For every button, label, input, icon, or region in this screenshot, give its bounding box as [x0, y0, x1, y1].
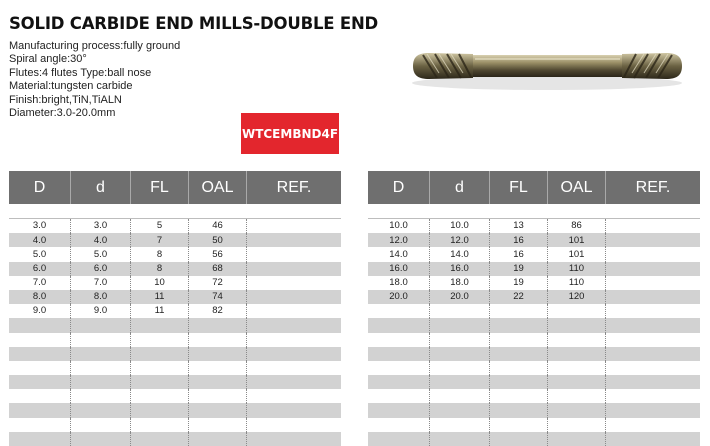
cell-ref — [606, 361, 700, 375]
dimension-table-right — [368, 171, 700, 446]
cell-d-upper — [9, 389, 71, 403]
cell-d-lower: 20.0 — [430, 290, 490, 304]
cell-d-lower — [71, 432, 131, 446]
table-row — [9, 276, 341, 290]
table-row — [9, 318, 341, 332]
cell-ref — [247, 418, 341, 432]
cell-d-lower: 10.0 — [430, 219, 490, 233]
cell-ref — [606, 403, 700, 417]
cell-fl — [131, 375, 189, 389]
cell-oal — [189, 347, 247, 361]
cell-d-upper — [368, 432, 430, 446]
cell-ref — [606, 304, 700, 318]
cell-oal — [548, 389, 606, 403]
cell-fl: 11 — [131, 304, 189, 318]
table-row — [9, 375, 341, 389]
cell-ref — [247, 318, 341, 332]
cell-ref — [247, 276, 341, 290]
cell-d-lower — [430, 318, 490, 332]
cell-d-upper — [368, 389, 430, 403]
cell-oal — [189, 432, 247, 446]
cell-d-lower — [430, 418, 490, 432]
cell-d-upper: 10.0 — [368, 219, 430, 233]
table-body — [9, 218, 341, 446]
cell-ref — [247, 333, 341, 347]
cell-fl: 16 — [490, 247, 548, 261]
cell-d-lower — [71, 333, 131, 347]
cell-d-upper — [368, 318, 430, 332]
cell-oal — [548, 318, 606, 332]
cell-oal: 110 — [548, 276, 606, 290]
cell-d-lower: 7.0 — [71, 276, 131, 290]
table-row — [9, 233, 341, 247]
header-fl: FL — [131, 171, 189, 204]
cell-d-upper: 4.0 — [9, 233, 71, 247]
cell-oal — [548, 432, 606, 446]
cell-d-upper: 8.0 — [9, 290, 71, 304]
cell-oal — [189, 403, 247, 417]
header-oal: OAL — [189, 171, 247, 204]
spec-spiral-angle: Spiral angle:30° — [9, 53, 87, 66]
cell-fl — [131, 432, 189, 446]
cell-d-lower — [430, 375, 490, 389]
cell-ref — [606, 262, 700, 276]
cell-fl — [490, 304, 548, 318]
cell-oal — [548, 333, 606, 347]
cell-d-lower — [71, 375, 131, 389]
cell-oal: 72 — [189, 276, 247, 290]
cell-oal — [548, 361, 606, 375]
cell-ref — [247, 361, 341, 375]
cell-d-upper: 16.0 — [368, 262, 430, 276]
cell-oal — [548, 347, 606, 361]
cell-ref — [247, 389, 341, 403]
cell-d-upper: 18.0 — [368, 276, 430, 290]
table-row — [9, 389, 341, 403]
table-row — [9, 219, 341, 233]
cell-fl — [490, 347, 548, 361]
cell-fl: 8 — [131, 262, 189, 276]
cell-d-upper — [9, 347, 71, 361]
cell-fl: 7 — [131, 233, 189, 247]
table-row — [368, 219, 700, 233]
cell-d-lower: 12.0 — [430, 233, 490, 247]
cell-oal — [548, 403, 606, 417]
cell-d-upper — [368, 361, 430, 375]
cell-oal: 46 — [189, 219, 247, 233]
cell-ref — [606, 290, 700, 304]
table-row — [9, 418, 341, 432]
cell-d-lower: 4.0 — [71, 233, 131, 247]
cell-d-upper — [368, 333, 430, 347]
cell-d-lower — [430, 304, 490, 318]
cell-d-lower — [71, 361, 131, 375]
table-row — [368, 432, 700, 446]
cell-fl — [131, 333, 189, 347]
table-row — [368, 247, 700, 261]
cell-fl: 22 — [490, 290, 548, 304]
cell-ref — [247, 347, 341, 361]
cell-fl: 5 — [131, 219, 189, 233]
cell-d-lower — [430, 333, 490, 347]
table-row — [9, 290, 341, 304]
table-row — [9, 432, 341, 446]
cell-fl — [490, 432, 548, 446]
cell-ref — [606, 333, 700, 347]
table-row — [9, 403, 341, 417]
cell-ref — [247, 432, 341, 446]
cell-ref — [247, 247, 341, 261]
cell-oal — [189, 333, 247, 347]
cell-fl — [490, 333, 548, 347]
cell-d-upper: 3.0 — [9, 219, 71, 233]
cell-ref — [606, 233, 700, 247]
cell-ref — [606, 247, 700, 261]
cell-ref — [606, 375, 700, 389]
header-ref: REF. — [276, 178, 312, 196]
cell-d-lower: 9.0 — [71, 304, 131, 318]
cell-oal — [548, 304, 606, 318]
cell-oal — [548, 375, 606, 389]
header-oal: OAL — [548, 171, 606, 204]
header-d-lower: d — [71, 171, 131, 204]
cell-d-lower — [430, 389, 490, 403]
cell-fl: 19 — [490, 276, 548, 290]
cell-d-upper: 20.0 — [368, 290, 430, 304]
cell-oal: 86 — [548, 219, 606, 233]
table-header — [9, 171, 341, 204]
table-row — [9, 262, 341, 276]
cell-d-upper — [9, 318, 71, 332]
cell-d-upper — [9, 418, 71, 432]
cell-ref — [606, 318, 700, 332]
cell-oal: 56 — [189, 247, 247, 261]
cell-oal: 50 — [189, 233, 247, 247]
cell-d-upper — [9, 432, 71, 446]
cell-d-lower: 14.0 — [430, 247, 490, 261]
header-d-upper: D — [368, 171, 430, 204]
cell-d-upper: 5.0 — [9, 247, 71, 261]
cell-oal — [189, 318, 247, 332]
cell-fl — [131, 361, 189, 375]
cell-d-lower: 18.0 — [430, 276, 490, 290]
cell-d-upper — [9, 375, 71, 389]
table-row — [368, 304, 700, 318]
cell-d-upper — [368, 418, 430, 432]
cell-d-upper — [9, 403, 71, 417]
cell-oal: 101 — [548, 247, 606, 261]
cell-fl — [490, 318, 548, 332]
cell-d-lower: 3.0 — [71, 219, 131, 233]
table-row — [9, 361, 341, 375]
header-ref: REF. — [635, 178, 671, 196]
cell-d-upper — [368, 375, 430, 389]
spec-flutes-type: Flutes:4 flutes Type:ball nose — [9, 66, 152, 79]
cell-oal: 82 — [189, 304, 247, 318]
cell-ref — [247, 290, 341, 304]
spec-finish: Finish:bright,TiN,TiALN — [9, 93, 122, 106]
table-row — [368, 276, 700, 290]
spec-material: Material:tungsten carbide — [9, 80, 133, 93]
table-row — [368, 361, 700, 375]
table-row — [9, 347, 341, 361]
spec-process: Manufacturing process:fully ground — [9, 40, 181, 52]
cell-d-upper — [368, 403, 430, 417]
header-d-lower: d — [430, 171, 490, 204]
spec-diameter: Diameter:3.0-20.0mm — [9, 107, 116, 120]
table-row — [9, 304, 341, 318]
cell-fl: 19 — [490, 262, 548, 276]
page-title: SOLID CARBIDE END MILLS-DOUBLE END — [9, 14, 379, 33]
table-row — [368, 418, 700, 432]
table-row — [368, 233, 700, 247]
cell-ref — [606, 347, 700, 361]
cell-oal: 74 — [189, 290, 247, 304]
cell-d-lower — [430, 361, 490, 375]
cell-fl: 10 — [131, 276, 189, 290]
cell-d-upper: 14.0 — [368, 247, 430, 261]
cell-d-lower — [430, 432, 490, 446]
cell-fl — [490, 375, 548, 389]
cell-fl — [131, 347, 189, 361]
cell-fl — [131, 418, 189, 432]
cell-oal: 101 — [548, 233, 606, 247]
cell-ref — [247, 219, 341, 233]
cell-d-upper — [9, 333, 71, 347]
cell-d-upper — [9, 361, 71, 375]
cell-oal — [189, 418, 247, 432]
cell-oal: 68 — [189, 262, 247, 276]
cell-fl — [131, 389, 189, 403]
table-row — [9, 333, 341, 347]
table-row — [368, 375, 700, 389]
cell-d-upper: 12.0 — [368, 233, 430, 247]
table-body — [368, 218, 700, 446]
cell-ref — [606, 418, 700, 432]
cell-ref — [606, 432, 700, 446]
cell-fl: 11 — [131, 290, 189, 304]
cell-fl — [490, 403, 548, 417]
cell-oal — [189, 389, 247, 403]
cell-fl — [131, 403, 189, 417]
cell-fl — [131, 318, 189, 332]
cell-fl — [490, 418, 548, 432]
cell-d-lower — [430, 347, 490, 361]
cell-d-upper — [368, 347, 430, 361]
cell-d-lower — [430, 403, 490, 417]
cell-oal: 110 — [548, 262, 606, 276]
cell-ref — [247, 403, 341, 417]
cell-fl: 13 — [490, 219, 548, 233]
table-row — [368, 403, 700, 417]
cell-oal — [548, 418, 606, 432]
cell-d-lower — [71, 418, 131, 432]
table-row — [368, 318, 700, 332]
cell-d-lower — [71, 403, 131, 417]
cell-d-upper: 6.0 — [9, 262, 71, 276]
spec-list — [9, 40, 180, 120]
cell-d-upper: 9.0 — [9, 304, 71, 318]
cell-d-lower: 16.0 — [430, 262, 490, 276]
cell-oal: 120 — [548, 290, 606, 304]
product-code-badge: WTCEMBND4F — [241, 113, 339, 154]
cell-d-lower: 5.0 — [71, 247, 131, 261]
cell-d-lower — [71, 318, 131, 332]
cell-d-lower — [71, 389, 131, 403]
cell-d-lower: 8.0 — [71, 290, 131, 304]
cell-fl: 8 — [131, 247, 189, 261]
table-row — [368, 262, 700, 276]
cell-d-upper: 7.0 — [9, 276, 71, 290]
cell-ref — [247, 304, 341, 318]
cell-oal — [189, 375, 247, 389]
cell-d-upper — [368, 304, 430, 318]
cell-oal — [189, 361, 247, 375]
table-row — [368, 290, 700, 304]
cell-ref — [247, 262, 341, 276]
table-header — [368, 171, 700, 204]
table-row — [368, 333, 700, 347]
cell-ref — [606, 219, 700, 233]
cell-d-lower — [71, 347, 131, 361]
cell-fl: 16 — [490, 233, 548, 247]
header-fl: FL — [490, 171, 548, 204]
cell-ref — [606, 276, 700, 290]
end-mill-image — [405, 45, 690, 100]
cell-ref — [247, 375, 341, 389]
table-row — [9, 247, 341, 261]
cell-fl — [490, 389, 548, 403]
table-row — [368, 347, 700, 361]
table-row — [368, 389, 700, 403]
cell-fl — [490, 361, 548, 375]
cell-ref — [247, 233, 341, 247]
cell-d-lower: 6.0 — [71, 262, 131, 276]
dimension-table-left — [9, 171, 341, 446]
cell-ref — [606, 389, 700, 403]
header-d-upper: D — [9, 171, 71, 204]
